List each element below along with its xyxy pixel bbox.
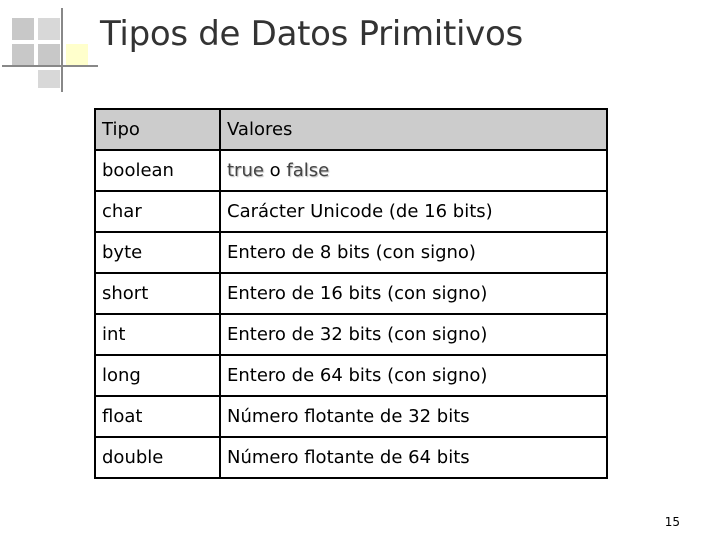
deco-square-gray-mid-left	[12, 44, 34, 66]
cell-value	[220, 150, 607, 191]
deco-square-gray-mid-right	[38, 44, 60, 66]
table-row-int	[95, 314, 607, 355]
corner-decoration	[0, 0, 100, 100]
table-row-char	[95, 191, 607, 232]
page-number: 15	[664, 515, 680, 529]
cell-value: Entero de 8 bits (con signo)	[220, 232, 607, 273]
cell-type: long	[95, 355, 220, 396]
cell-type: byte	[95, 232, 220, 273]
literal-false: false	[286, 160, 330, 181]
table-row-short	[95, 273, 607, 314]
primitive-types-table	[94, 108, 608, 479]
table-row-double	[95, 437, 607, 478]
table-header-row	[95, 109, 607, 150]
slide-title: Tipos de Datos Primitivos	[100, 14, 523, 54]
header-values: Valores	[220, 109, 607, 150]
header-type: Tipo	[95, 109, 220, 150]
table-row-long	[95, 355, 607, 396]
literal-true: true	[227, 160, 264, 181]
cell-value: Entero de 64 bits (con signo)	[220, 355, 607, 396]
cell-type: double	[95, 437, 220, 478]
connector-text: o	[263, 160, 287, 181]
cell-value: Entero de 16 bits (con signo)	[220, 273, 607, 314]
cell-type: short	[95, 273, 220, 314]
table-row-float	[95, 396, 607, 437]
deco-square-gray-top-left	[12, 18, 34, 40]
cell-type: float	[95, 396, 220, 437]
cell-value: Carácter Unicode (de 16 bits)	[220, 191, 607, 232]
cell-value: Número flotante de 32 bits	[220, 396, 607, 437]
deco-square-gray-top-right	[38, 18, 60, 40]
cell-type: int	[95, 314, 220, 355]
cell-type: boolean	[95, 150, 220, 191]
table-row-boolean	[95, 150, 607, 191]
cell-value: Número flotante de 64 bits	[220, 437, 607, 478]
table-row-byte	[95, 232, 607, 273]
deco-square-gray-bottom	[38, 70, 60, 88]
cell-type: char	[95, 191, 220, 232]
deco-square-yellow	[66, 44, 88, 66]
cell-value: Entero de 32 bits (con signo)	[220, 314, 607, 355]
